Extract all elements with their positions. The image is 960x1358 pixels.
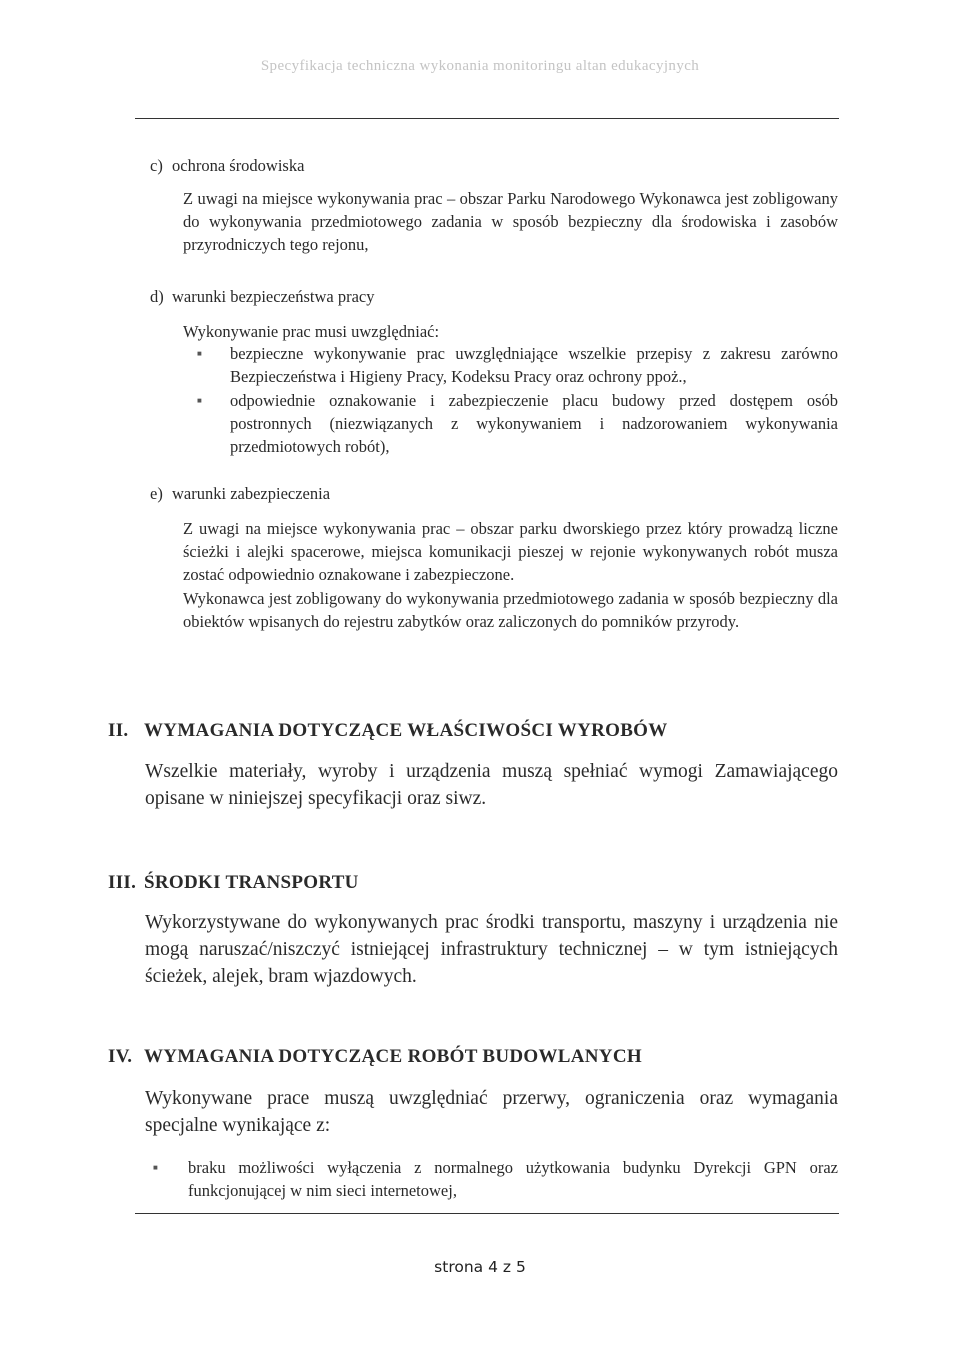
section-4-heading <box>108 1045 642 1069</box>
document-header-title: Specyfikacja techniczna wykonania monitoringu altan edukacyjnych <box>260 58 700 74</box>
item-e-title: warunki zabezpieczenia <box>172 484 331 503</box>
section-3-number: III. <box>108 872 137 893</box>
item-c-text: Z uwagi na miejsce wykonywania prac – obszar Parku Narodowego Wykonawca jest zobligowany do wykonywania przedmiotowego zadania w sposób bezpieczny dla środowiska i zasobów przyrodniczych tego rejonu, <box>183 189 838 254</box>
bullet-icon: ■ <box>197 396 202 405</box>
footer-divider <box>135 1213 839 1214</box>
item-e-marker: e) <box>150 484 163 503</box>
page-number: strona 4 z 5 <box>434 1258 526 1276</box>
item-c-heading <box>150 154 304 177</box>
section-3-title: ŚRODKI TRANSPORTU <box>144 872 359 893</box>
item-c-marker: c) <box>150 156 163 175</box>
section-2-text: Wszelkie materiały, wyroby i urządzenia muszą spełniać wymogi Zamawiającego opisane w niniejszej specyfikacji oraz siwz. <box>145 761 838 809</box>
section-4-bullet-1: braku możliwości wyłączenia z normalnego użytkowania budynku Dyrekcji GPN oraz funkcjonującej w nim sieci internetowej, <box>188 1158 838 1200</box>
section-4-title: WYMAGANIA DOTYCZĄCE ROBÓT BUDOWLANYCH <box>144 1046 642 1067</box>
item-d-marker: d) <box>150 287 164 306</box>
item-d-title: warunki bezpieczeństwa pracy <box>172 287 375 306</box>
header-divider <box>135 118 839 119</box>
item-d-heading <box>150 285 374 308</box>
section-2-heading <box>108 719 668 743</box>
item-d-intro: Wykonywanie prac musi uwzględniać: <box>183 322 440 341</box>
item-d-bullet-1: bezpieczne wykonywanie prac uwzględniające wszelkie przepisy z zakresu zarówno Bezpieczeństwa i Higieny Pracy, Kodeksu Pracy oraz ochrony ppoż., <box>230 344 838 386</box>
item-d-bullet-2: odpowiednie oznakowanie i zabezpieczenie placu budowy przed dostępem osób postronnych (niezwiązanych z wykonywaniem i nadzorowaniem wykonywania przedmiotowych robót), <box>230 391 838 456</box>
bullet-icon: ■ <box>153 1163 158 1172</box>
item-e-heading <box>150 482 330 505</box>
section-3-heading <box>108 871 359 895</box>
section-4-number: IV. <box>108 1046 133 1067</box>
item-c-title: ochrona środowiska <box>172 156 305 175</box>
item-e-text-1: Z uwagi na miejsce wykonywania prac – obszar parku dworskiego przez który prowadzą liczne ścieżki i alejki spacerowe, miejsca komunikacji pieszej w rejonie wykonywanych robót musza zostać odpowiednio oznakowane i zabezpieczone. <box>183 519 838 584</box>
item-e-text-2: Wykonawca jest zobligowany do wykonywania przedmiotowego zadania w sposób bezpieczny dla obiektów wpisanych do rejestru zabytków oraz zaliczonych do pomników przyrody. <box>183 589 838 631</box>
section-2-number: II. <box>108 720 129 741</box>
bullet-icon: ■ <box>197 349 202 358</box>
section-3-text: Wykorzystywane do wykonywanych prac środki transportu, maszyny i urządzenia nie mogą naruszać/niszczyć istniejącej infrastruktury technicznej – w tym istniejących ścieżek, alejek, bram wjazdowych. <box>145 912 838 987</box>
section-4-text: Wykonywane prace muszą uwzględniać przerwy, ograniczenia oraz wymagania specjalne wynikające z: <box>145 1088 838 1136</box>
section-2-title: WYMAGANIA DOTYCZĄCE WŁAŚCIWOŚCI WYROBÓW <box>144 720 668 741</box>
